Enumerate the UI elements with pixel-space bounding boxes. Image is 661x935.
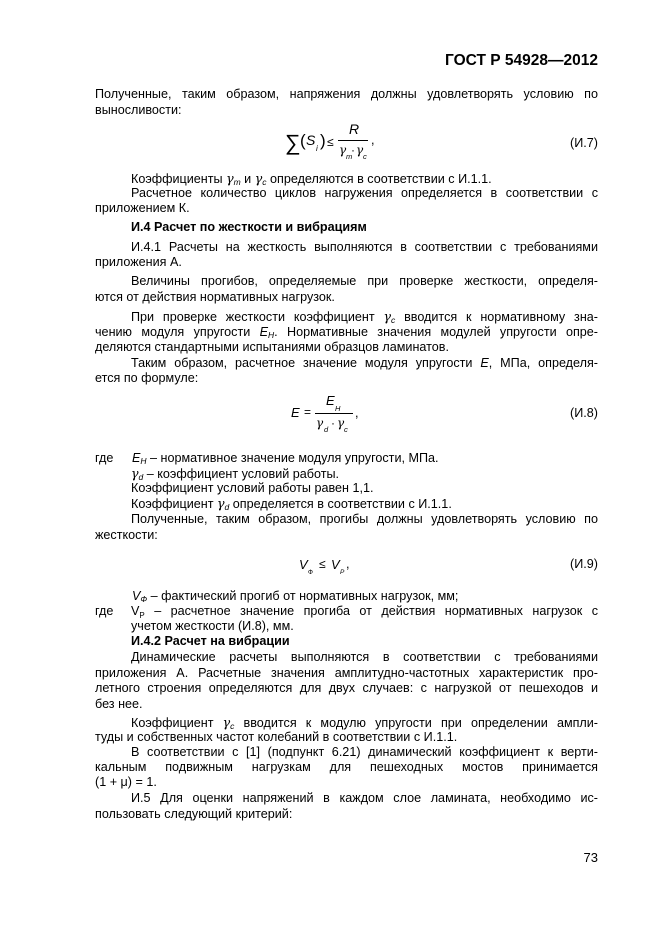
paragraph-line: ется по формуле: xyxy=(95,371,199,385)
symbol-v-f: V xyxy=(299,557,308,572)
paragraph-line: приложения А. Расчетные значения амплитудно-частотных характеристик про- xyxy=(95,666,598,680)
equation-number: (И.8) xyxy=(570,406,598,420)
paragraph-line: Расчетное количество циклов нагружения определяется в соответствии с xyxy=(131,186,598,200)
numerator-e-subscript: H xyxy=(335,404,341,413)
equation-number: (И.9) xyxy=(570,557,598,571)
paragraph-line: чению модуля упругости $E_H$. Нормативные значения модулей упругости опре- xyxy=(95,325,598,340)
gamma-m-subscript: m xyxy=(346,152,353,161)
fraction-bar xyxy=(338,140,368,141)
paragraph-line: приложением К. xyxy=(95,201,190,215)
symbol-v-f-subscript: Ф xyxy=(308,569,313,576)
symbol-s: S xyxy=(306,132,316,148)
dot-operator: · xyxy=(331,416,335,430)
paragraph-line: Коэффициенты $\gamma_m$ и $\gamma_c$ определяются в соответствии с И.1.1. xyxy=(131,171,492,187)
definition-line: $V_Ф$ – фактический прогиб от нормативных нагрузок, мм; xyxy=(132,589,459,604)
symbol-v-p-subscript: P xyxy=(340,569,345,576)
paragraph-line: летного строения определяются для двух случаев: с нагрузкой от пешеходов и xyxy=(95,681,598,695)
equals-sign: = xyxy=(304,405,312,419)
page-number: 73 xyxy=(583,850,598,865)
equation-number: (И.7) xyxy=(570,136,598,150)
gamma-c-subscript: c xyxy=(363,152,367,161)
paragraph-line: Полученные, таким образом, прогибы должны удовлетворять условию по xyxy=(131,512,598,526)
comma: , xyxy=(371,133,375,147)
numerator-e: E xyxy=(326,393,335,408)
paragraph-line: туды и собственных частот колебаний в соответствии с И.1.1. xyxy=(95,730,458,744)
gamma-c-subscript: c xyxy=(344,425,348,434)
fraction-numerator: R xyxy=(348,121,360,137)
paragraph-line: пользовать следующий критерий: xyxy=(95,807,293,821)
sum-symbol: ∑ xyxy=(285,130,301,155)
paragraph-line: При проверке жесткости коэффициент $\gamma_c$ вводится к нормативному зна- xyxy=(131,309,598,325)
paragraph-line: без нее. xyxy=(95,697,143,711)
paragraph-line: Таким образом, расчетное значение модуля упругости E, МПа, определя- xyxy=(131,356,598,370)
le-sign: ≤ xyxy=(327,135,334,149)
paragraph-line: Коэффициент $\gamma_d$ определяется в соответствии с И.1.1. xyxy=(131,496,452,512)
where-label: где xyxy=(95,604,114,618)
comma: , xyxy=(355,406,359,420)
gamma-d-subscript: d xyxy=(324,425,329,434)
definition-line: учетом жесткости (И.8), мм. xyxy=(131,619,294,633)
section-heading: И.4.2 Расчет на вибрации xyxy=(131,634,290,648)
document-header: ГОСТ Р 54928—2012 xyxy=(445,52,598,69)
paragraph-line: Коэффициент $\gamma_c$ вводится к модулю упругости при определении ампли- xyxy=(131,715,599,731)
gamma-m: γ xyxy=(339,143,347,157)
symbol-e: E xyxy=(291,405,300,420)
dot-operator: · xyxy=(351,143,355,157)
paren-open: ( xyxy=(300,131,306,150)
fraction-bar xyxy=(315,413,353,414)
paragraph-line: И.5 Для оценки напряжений в каждом слое ламината, необходимо ис- xyxy=(131,791,598,805)
paragraph-line: И.4.1 Расчеты на жесткость выполняются в соответствии с требованиями xyxy=(131,240,598,254)
comma: , xyxy=(346,557,350,571)
paren-close: ) xyxy=(320,131,326,150)
paragraph-line: выносливости: xyxy=(95,103,182,117)
paragraph-line: жесткости: xyxy=(95,528,158,542)
symbol-v-p: V xyxy=(331,557,340,572)
paragraph-line: (1 + μ) = 1. xyxy=(95,775,157,789)
paragraph-line: приложения А. xyxy=(95,255,182,269)
paragraph-line: Коэффициент условий работы равен 1,1. xyxy=(131,481,374,495)
where-label: где xyxy=(95,451,114,465)
paragraph-line: Полученные, таким образом, напряжения должны удовлетворять условию по xyxy=(95,87,598,101)
section-heading: И.4 Расчет по жесткости и вибрациям xyxy=(131,220,367,234)
paragraph-line: Динамические расчеты выполняются в соответствии с требованиями xyxy=(131,650,598,664)
gamma-c: γ xyxy=(356,143,364,157)
definition-line: $E_H$ – нормативное значение модуля упругости, МПа. xyxy=(132,451,439,466)
definition-line: $\gamma_d$ – коэффициент условий работы. xyxy=(131,466,340,482)
paragraph-line: кальным подвижным нагрузкам для пешеходных мостов принимается xyxy=(95,760,598,774)
le-sign: ≤ xyxy=(319,557,326,571)
definition-line: $V_P$ – расчетное значение прогиба от действия нормативных нагрузок с xyxy=(131,604,598,620)
gamma-d: γ xyxy=(316,416,324,430)
paragraph-line: ются от действия нормативных нагрузок. xyxy=(95,290,335,304)
paragraph-line: В соответствии с [1] (подпункт 6.21) динамический коэффициент к верти- xyxy=(131,745,598,759)
paragraph-line: Величины прогибов, определяемые при проверке жесткости, определя- xyxy=(131,274,598,288)
paragraph-line: деляются стандартными испытаниями образцов ламинатов. xyxy=(95,340,449,354)
symbol-s-subscript: i xyxy=(316,144,318,153)
gamma-c: γ xyxy=(337,416,345,430)
